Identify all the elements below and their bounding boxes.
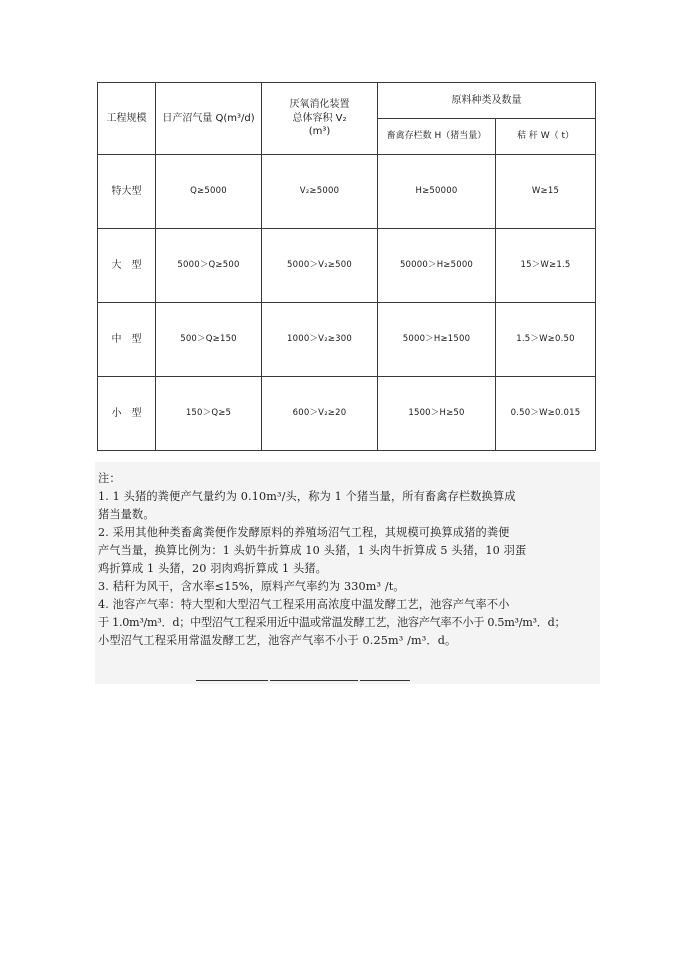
underline-rule: [270, 680, 358, 681]
note-line: 猪当量数。: [98, 508, 155, 521]
header-volume-line3: (m³): [308, 126, 331, 138]
notes-section: [95, 462, 600, 684]
cell-v: 600＞V₂≥20: [262, 377, 378, 451]
cell-q: 150＞Q≥5: [156, 377, 262, 451]
note-line: 小型沼气工程采用常温发酵工艺，池容产气率不小于 0.25m³ /m³．d。: [98, 634, 457, 647]
note-line: 2. 采用其他种类畜禽粪便作发酵原料的养殖场沼气工程，其规模可换算成猪的粪便: [98, 526, 510, 539]
underline-rule: [360, 680, 410, 681]
cell-h: H≥50000: [378, 155, 496, 229]
table-row: [98, 229, 596, 303]
note-line: 3. 秸秆为风干，含水率≤15%，原料产气率约为 330m³ /t。: [98, 580, 405, 593]
cell-q: 500＞Q≥150: [156, 303, 262, 377]
cell-h: 1500＞H≥50: [378, 377, 496, 451]
header-scale: 工程规模: [98, 83, 156, 155]
header-livestock: 畜禽存栏数 H（猪当量）: [378, 119, 496, 155]
cell-v: 1000＞V₂≥300: [262, 303, 378, 377]
note-line: 产气当量，换算比例为：1 头奶牛折算成 10 头猪，1 头肉牛折算成 5 头猪，10 羽蛋: [98, 544, 527, 557]
cell-w: W≥15: [496, 155, 596, 229]
header-daily-gas: 日产沼气量 Q(m³/d): [156, 83, 262, 155]
cell-scale: 小型: [98, 377, 156, 451]
header-volume-line2: 总体容积 V₂: [292, 112, 347, 124]
note-line: 于 1.0m³/m³．d；中型沼气工程采用近中温或常温发酵工艺，池容产气率不小于 0.5m³/m³．d；: [98, 616, 566, 629]
header-material-group: 原料种类及数量: [378, 83, 596, 119]
cell-v: V₂≥5000: [262, 155, 378, 229]
table-row: [98, 377, 596, 451]
cell-v: 5000＞V₂≥500: [262, 229, 378, 303]
project-scale-table: [97, 82, 596, 451]
cell-w: 15＞W≥1.5: [496, 229, 596, 303]
cell-scale: 大型: [98, 229, 156, 303]
note-line: 鸡折算成 1 头猪，20 羽肉鸡折算成 1 头猪。: [98, 562, 328, 575]
header-straw: 秸 秆 W（ t）: [496, 119, 596, 155]
cell-h: 5000＞H≥1500: [378, 303, 496, 377]
note-line: 4. 池容产气率：特大型和大型沼气工程采用高浓度中温发酵工艺，池容产气率不小: [98, 598, 510, 611]
table-row: [98, 155, 596, 229]
header-volume-line1: 厌氧消化装置: [289, 99, 350, 111]
table-row: [98, 303, 596, 377]
cell-w: 1.5＞W≥0.50: [496, 303, 596, 377]
cell-q: Q≥5000: [156, 155, 262, 229]
underline-rule: [196, 680, 268, 681]
notes-title: 注：: [98, 472, 121, 485]
cell-q: 5000＞Q≥500: [156, 229, 262, 303]
cell-h: 50000＞H≥5000: [378, 229, 496, 303]
cell-w: 0.50＞W≥0.015: [496, 377, 596, 451]
cell-scale: 特大型: [98, 155, 156, 229]
note-line: 1. 1 头猪的粪便产气量约为 0.10m³/头，称为 1 个猪当量，所有畜禽存栏数换算成: [98, 490, 516, 503]
header-digester-volume: [262, 83, 378, 155]
cell-scale: 中型: [98, 303, 156, 377]
